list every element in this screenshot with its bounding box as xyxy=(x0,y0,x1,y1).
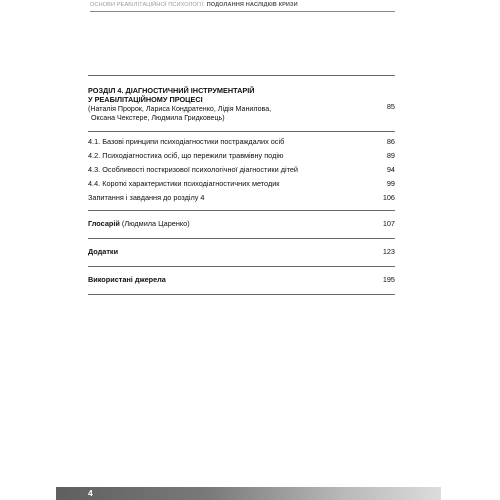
toc-subsection-entry[interactable] xyxy=(88,177,395,191)
section-page-number: 123 xyxy=(382,246,395,256)
section-page-number: 107 xyxy=(382,218,395,228)
subsection-title: 4.3. Особливості посткризової психологічної діагностики дітей xyxy=(88,164,298,174)
toc-section-entry[interactable] xyxy=(88,239,395,266)
toc-subsection-entry[interactable] xyxy=(88,191,395,205)
chapter-authors-line-2: Оксана Чекстере, Людмила Гридковець) xyxy=(91,114,225,123)
toc-divider xyxy=(88,294,395,295)
section-title-bold: Глосарій xyxy=(88,218,120,228)
subsection-page-number: 106 xyxy=(382,192,395,202)
section-title-bold: Використані джерела xyxy=(88,274,166,284)
subsection-page-number: 89 xyxy=(386,150,395,160)
toc-chapter-entry[interactable] xyxy=(88,76,395,131)
toc-section-entry[interactable] xyxy=(88,211,395,238)
toc-section-entry[interactable] xyxy=(88,267,395,294)
running-header xyxy=(90,0,395,12)
section-title xyxy=(88,247,118,257)
section-page-number: 195 xyxy=(382,274,395,284)
subsection-title: 4.2. Психодіагностика осіб, що пережили травмівну подію xyxy=(88,150,284,160)
toc-subsection-entry[interactable] xyxy=(88,163,395,177)
footer-page-number: 4 xyxy=(88,488,93,498)
chapter-authors-line-1: (Наталія Пророк, Лариса Кондратенко, Лідія Манилова, xyxy=(88,104,272,113)
running-header-subtitle: ПОДОЛАННЯ НАСЛІДКІВ КРИЗИ xyxy=(206,2,298,8)
subsection-page-number: 94 xyxy=(386,164,395,174)
subsection-page-number: 86 xyxy=(386,136,395,146)
subsection-title: 4.4. Короткі характеристики психодіагностичних методик xyxy=(88,178,280,188)
chapter-page-number: 85 xyxy=(386,102,395,111)
chapter-title-line-1: РОЗДІЛ 4. ДІАГНОСТИЧНИЙ ІНСТРУМЕНТАРІЙ xyxy=(88,86,255,95)
footer-bar xyxy=(56,487,441,500)
subsection-title: 4.1. Базові принципи психодіагностики постраждалих осіб xyxy=(88,136,285,146)
table-of-contents xyxy=(88,75,395,295)
section-title-bold: Додатки xyxy=(88,246,119,256)
section-title-note: (Людмила Царенко) xyxy=(119,218,190,228)
toc-divider xyxy=(88,131,395,132)
subsection-page-number: 99 xyxy=(386,178,395,188)
toc-subsection-entry[interactable] xyxy=(88,149,395,163)
running-header-title: ОСНОВИ РЕАБІЛІТАЦІЙНОЇ ПСИХОЛОГІЇ: xyxy=(90,2,205,8)
section-title xyxy=(88,219,190,229)
section-title xyxy=(88,275,166,285)
chapter-title-line-2: У РЕАБІЛІТАЦІЙНОМУ ПРОЦЕСІ xyxy=(88,95,203,105)
subsection-title: Запитання і завдання до розділу 4 xyxy=(88,192,205,202)
toc-subsection-entry[interactable] xyxy=(88,135,395,149)
